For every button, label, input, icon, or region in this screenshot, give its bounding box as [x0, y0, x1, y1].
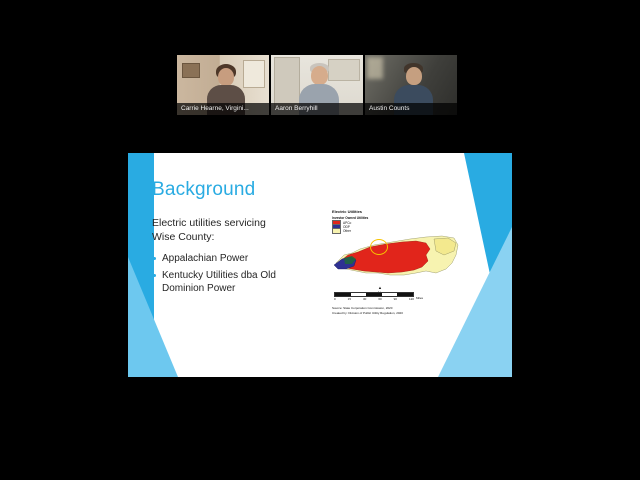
slide-bullet-list	[152, 252, 312, 295]
slide-title: Background	[152, 179, 256, 200]
scale-tick: 120	[408, 297, 414, 301]
map-legend-item-apco: APCo	[332, 220, 351, 226]
slide-intro-line-2: Wise County:	[152, 231, 215, 243]
map-legend-title: Investor Owned Utilities	[332, 216, 369, 220]
scale-tick: 90	[393, 297, 397, 301]
map-scale-bar	[334, 292, 414, 302]
scale-tick: 15	[347, 297, 351, 301]
scale-units-label: Miles	[416, 296, 424, 300]
window-decor	[243, 60, 265, 88]
slide-intro-line-1: Electric utilities servicing	[152, 217, 266, 229]
list-item: Kentucky Utilities dba Old Dominion Power	[152, 269, 312, 295]
participant-name-label: Austin Counts	[365, 103, 457, 115]
shared-slide	[128, 153, 512, 377]
map-title: Electric Utilities	[332, 209, 363, 214]
scale-tick: 60	[378, 297, 382, 301]
map-graphic	[330, 225, 460, 291]
participant-name-label: Carrie Hearne, Virgini...	[177, 103, 269, 115]
light-source-decor	[367, 57, 383, 79]
slide-body	[152, 216, 312, 299]
picture-frame-decor	[182, 63, 200, 78]
north-arrow-icon: ▲	[378, 285, 382, 290]
list-item: Appalachian Power	[152, 252, 312, 265]
participant-name-label: Aaron Berryhill	[271, 103, 363, 115]
video-tile-aaron-berryhill[interactable]	[271, 55, 363, 115]
video-tile-austin-counts[interactable]	[365, 55, 457, 115]
door-decor	[274, 57, 300, 109]
cabinet-decor	[328, 59, 360, 81]
scale-bar-graphic	[334, 292, 414, 297]
participant-head	[218, 68, 234, 86]
scale-tick: 30	[362, 297, 367, 301]
map-legend-item-odp: ODP	[332, 224, 350, 230]
map-source-line-1: Source: State Corporation Commission, 2020	[332, 306, 393, 310]
electric-utilities-map-figure	[330, 209, 460, 319]
participant-head	[311, 66, 328, 85]
map-source-note	[332, 306, 403, 315]
scale-bar-ticks	[334, 297, 414, 301]
video-tile-carrie-hearne[interactable]	[177, 55, 269, 115]
scale-tick: 0	[334, 297, 336, 301]
wise-county-highlight-circle	[370, 239, 388, 255]
map-source-line-2: Created by: Division of Public Utility Regulation, 2020	[332, 310, 403, 315]
participant-video-strip	[177, 55, 457, 115]
participant-head	[406, 67, 422, 85]
map-legend-item-other: Other	[332, 228, 351, 234]
